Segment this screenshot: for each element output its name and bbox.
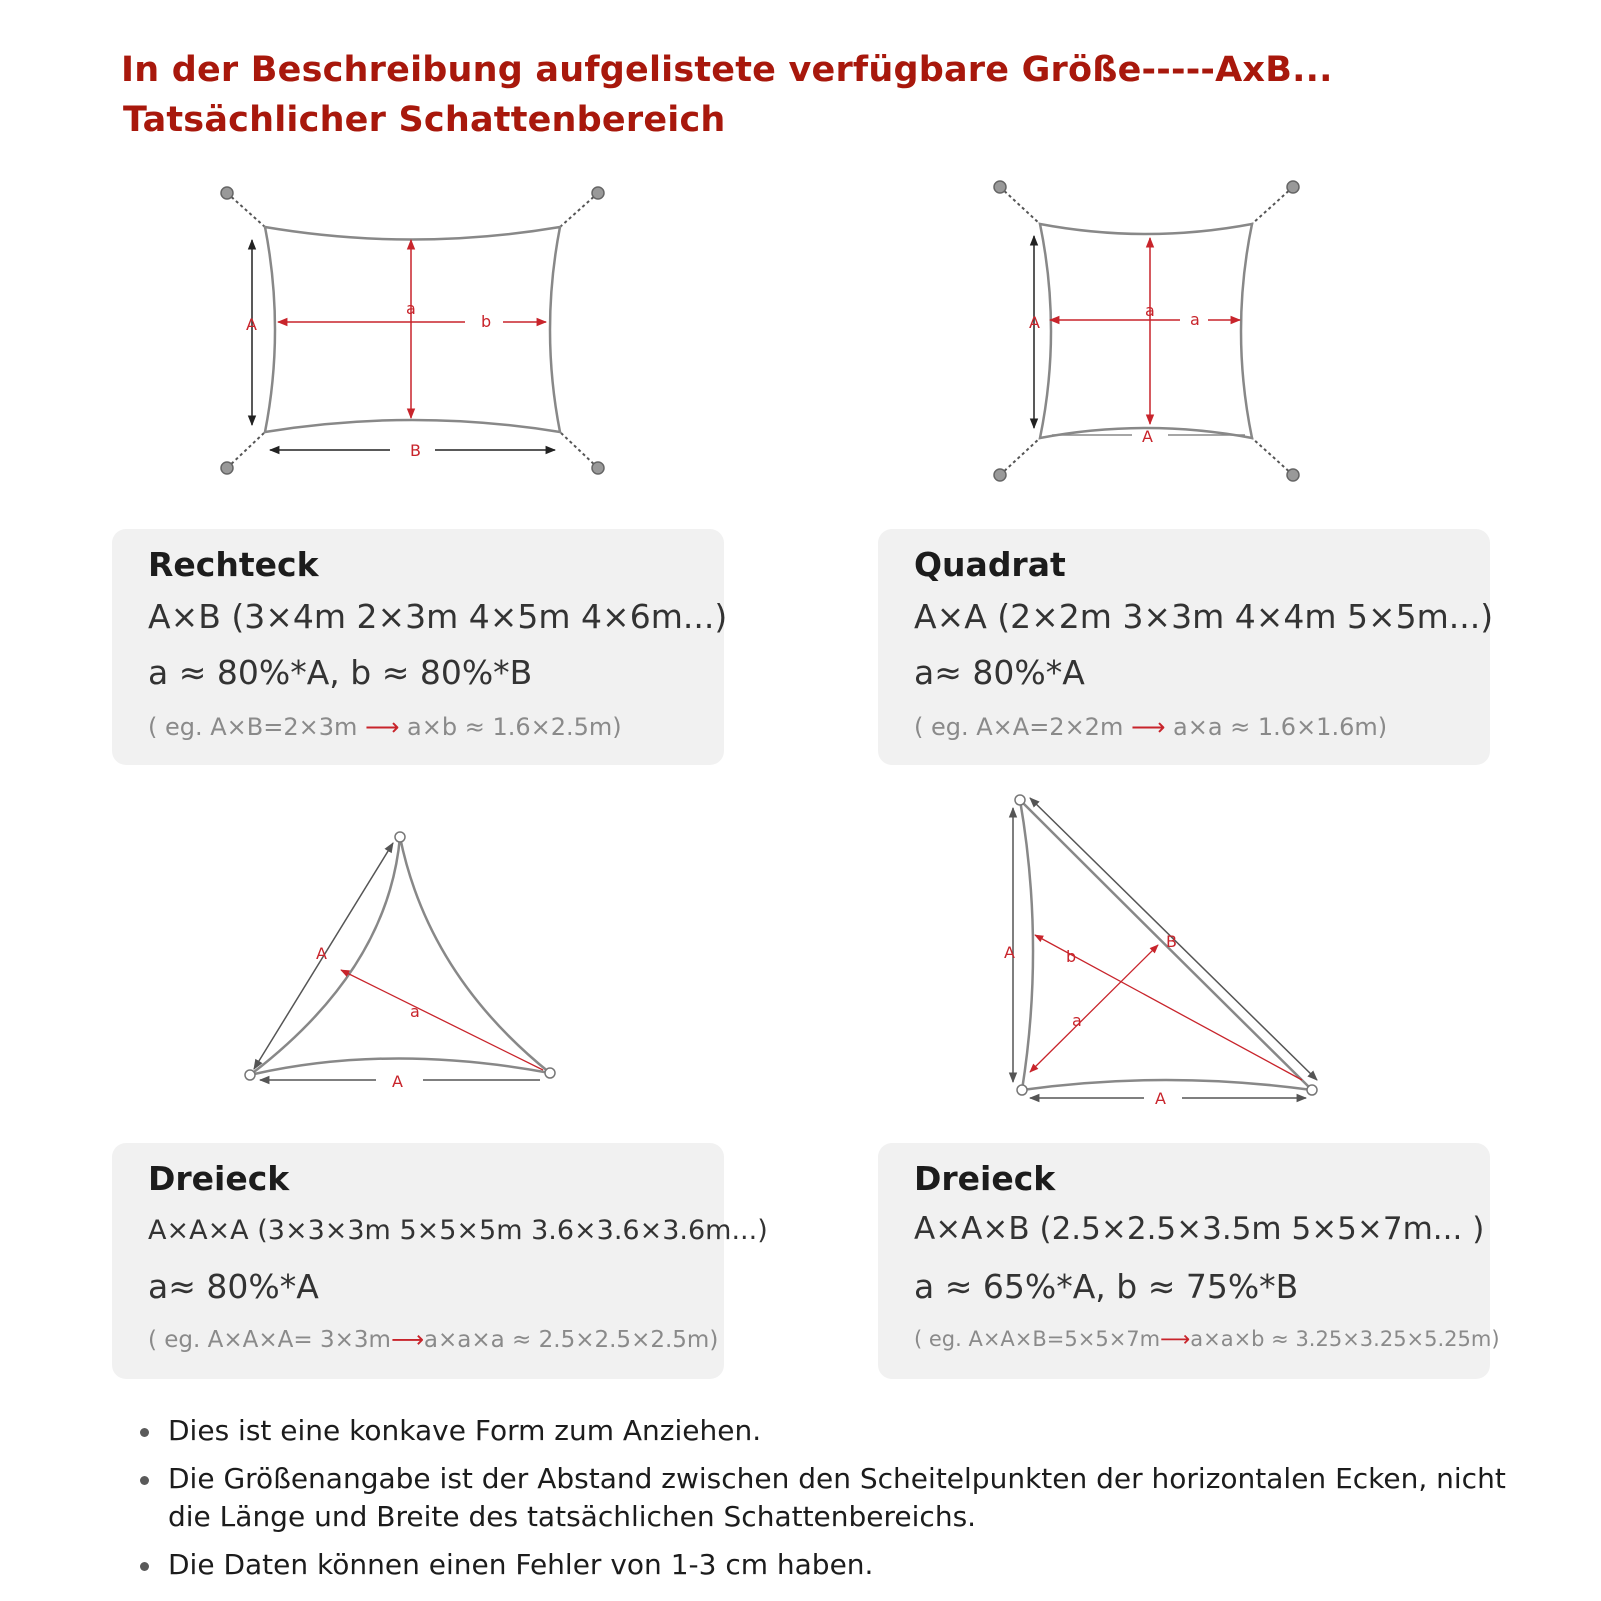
tri-label-A-bottom: A <box>392 1072 403 1091</box>
card-example: ( eg. A×B=2×3m ⟶ a×b ≈ 1.6×2.5m) <box>148 713 622 741</box>
arrow-icon: ⟶ <box>365 713 400 741</box>
sail-outline <box>250 837 550 1075</box>
card-example: ( eg. A×A×A= 3×3m⟶a×a×a ≈ 2.5×2.5×2.5m) <box>148 1327 719 1353</box>
square-sail-diagram <box>990 178 1310 488</box>
tri-label-A-side: A <box>316 944 327 963</box>
right-tri-label-a: a <box>1072 1011 1082 1030</box>
right-tri-label-A-bottom: A <box>1155 1089 1166 1108</box>
card-quadrat <box>878 529 1494 765</box>
list-item: Die Daten können einen Fehler von 1-3 cm haben. <box>140 1546 1520 1584</box>
card-sizes: A×A×B (2.5×2.5×3.5m 5×5×7m... ) <box>914 1211 1485 1247</box>
card-example: ( eg. A×A=2×2m ⟶ a×a ≈ 1.6×1.6m) <box>914 713 1388 741</box>
card-sizes: A×A (2×2m 3×3m 4×4m 5×5m...) <box>914 597 1494 636</box>
rect-label-b: b <box>481 312 492 331</box>
heading-line-1: In der Beschreibung aufgelistete verfügbare Größe-----AxB... <box>121 50 1333 90</box>
corner-rings <box>245 832 555 1080</box>
card-example: ( eg. A×A×B=5×5×7m⟶a×a×b ≈ 3.25×3.25×5.25m) <box>914 1327 1500 1351</box>
rect-label-B: B <box>410 441 421 460</box>
right-tri-label-B: B <box>1166 932 1177 951</box>
card-title: Dreieck <box>148 1159 290 1198</box>
tri-label-a: a <box>410 1002 420 1021</box>
right-tri-label-A-left: A <box>1004 943 1015 962</box>
square-label-A-bottom: A <box>1142 427 1153 446</box>
square-label-A-left: A <box>1029 313 1040 332</box>
rect-label-a: a <box>406 299 416 318</box>
equilateral-triangle-sail-diagram <box>238 825 568 1095</box>
sail-outline <box>265 227 560 432</box>
right-triangle-sail-diagram <box>1004 790 1350 1120</box>
list-item: Dies ist eine konkave Form zum Anziehen. <box>140 1412 1520 1450</box>
card-title: Rechteck <box>148 545 319 584</box>
right-tri-label-b: b <box>1066 947 1077 966</box>
card-formula: a ≈ 80%*A, b ≈ 80%*B <box>148 653 533 692</box>
arrow-icon: ⟶ <box>390 1327 424 1353</box>
arrow-icon: ⟶ <box>1130 713 1166 741</box>
heading-line-2: Tatsächlicher Schattenbereich <box>123 100 726 140</box>
square-label-a-horizontal: a <box>1190 310 1200 329</box>
card-dreieck-right <box>878 1143 1500 1379</box>
square-label-a-vertical: a <box>1145 301 1155 320</box>
card-title: Dreieck <box>914 1159 1056 1198</box>
rect-label-A: A <box>246 315 257 334</box>
arrow-icon: ⟶ <box>1160 1327 1191 1351</box>
card-formula: a≈ 80%*A <box>148 1267 319 1306</box>
card-sizes: A×A×A (3×3×3m 5×5×5m 3.6×3.6×3.6m...) <box>148 1215 768 1246</box>
card-rechteck <box>112 529 728 765</box>
corner-ropes <box>227 193 598 468</box>
card-title: Quadrat <box>914 545 1066 584</box>
sail-outline <box>1040 224 1252 438</box>
card-formula: a≈ 80%*A <box>914 653 1085 692</box>
notes-list <box>140 1412 1520 1594</box>
list-item: Die Größenangabe ist der Abstand zwischen den Scheitelpunkten der horizontalen Ecken, nicht die Länge und Breite des tatsächlichen Schattenbereichs. <box>140 1460 1520 1536</box>
card-dreieck-equal <box>112 1143 768 1379</box>
card-sizes: A×B (3×4m 2×3m 4×5m 4×6m...) <box>148 597 728 636</box>
rectangle-sail-diagram <box>210 180 630 490</box>
card-formula: a ≈ 65%*A, b ≈ 75%*B <box>914 1267 1299 1306</box>
